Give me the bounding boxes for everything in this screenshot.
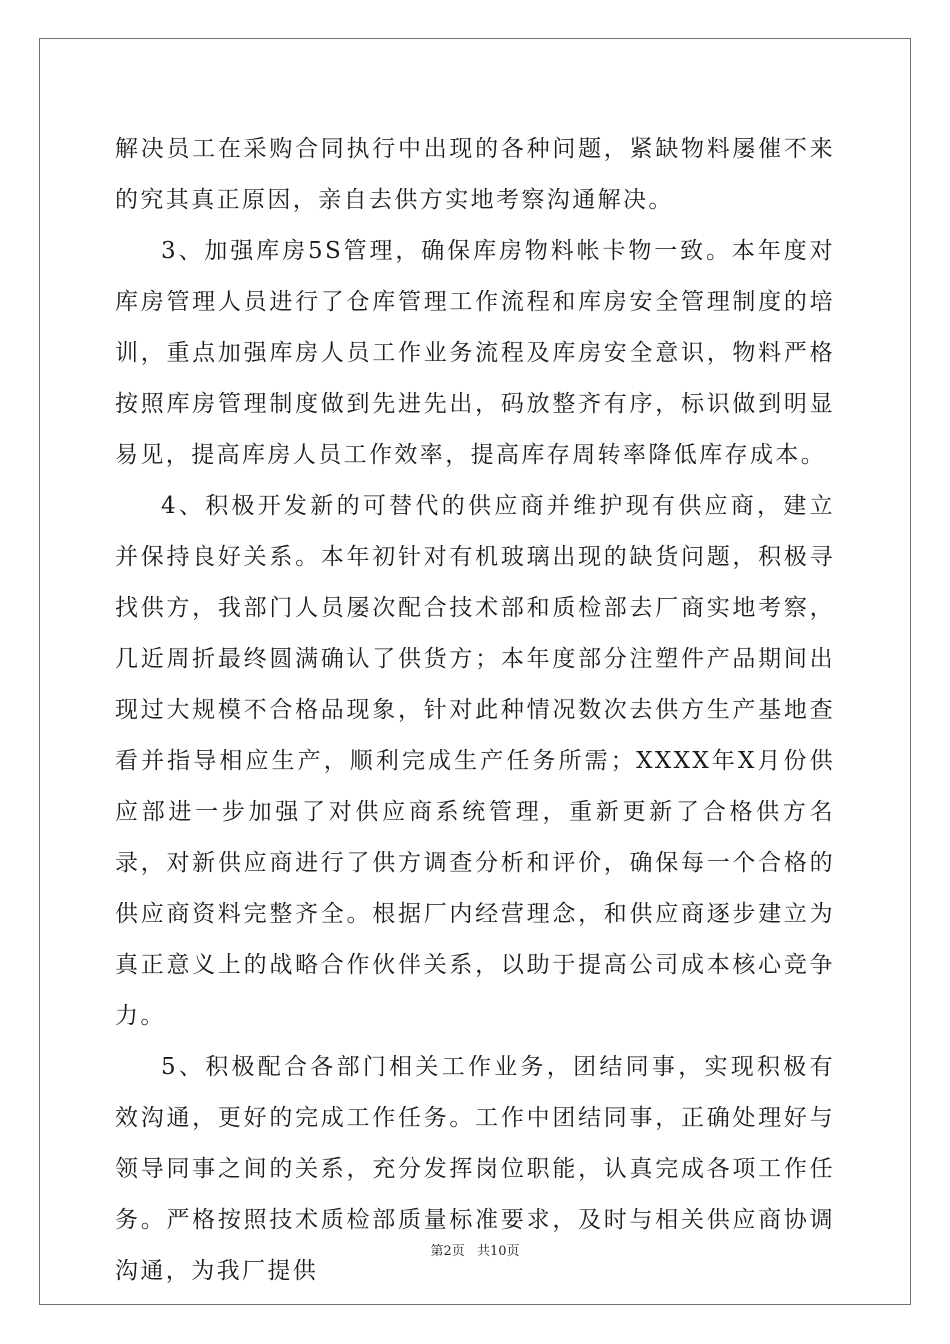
paragraph-4: 5、积极配合各部门相关工作业务，团结同事，实现积极有效沟通，更好的完成工作任务。工作中团结同事，正确处理好与领导同事之间的关系，充分发挥岗位职能，认真完成各项工作任务。严格按照技术质检部质量标准要求，及时与相关供应商协调沟通，为我厂提供 (115, 1054, 835, 1284)
page-number: 第2页 (430, 1244, 465, 1259)
paragraph-1: 解决员工在采购合同执行中出现的各种问题，紧缺物料屡催不来的究其真正原因，亲自去供方实地考察沟通解决。 (115, 136, 835, 213)
page-footer (0, 1240, 950, 1259)
document-body (115, 124, 835, 1297)
page-total: 共10页 (476, 1244, 520, 1259)
paragraph-2: 3、加强库房5S管理，确保库房物料帐卡物一致。本年度对库房管理人员进行了仓库管理工作流程和库房安全管理制度的培训，重点加强库房人员工作业务流程及库房安全意识，物料严格按照库房管理制度做到先进先出，码放整齐有序，标识做到明显易见，提高库房人员工作效率，提高库存周转率降低库存成本。 (115, 238, 835, 468)
paragraph-3: 4、积极开发新的可替代的供应商并维护现有供应商，建立并保持良好关系。本年初针对有机玻璃出现的缺货问题，积极寻找供方，我部门人员屡次配合技术部和质检部去厂商实地考察，几近周折最终圆满确认了供货方；本年度部分注塑件产品期间出现过大规模不合格品现象，针对此种情况数次去供方生产基地查看并指导相应生产，顺利完成生产任务所需；XXXX年X月份供应部进一步加强了对供应商系统管理，重新更新了合格供方名录，对新供应商进行了供方调查分析和评价，确保每一个合格的供应商资料完整齐全。根据厂内经营理念，和供应商逐步建立为真正意义上的战略合作伙伴关系，以助于提高公司成本核心竞争力。 (115, 493, 835, 1029)
